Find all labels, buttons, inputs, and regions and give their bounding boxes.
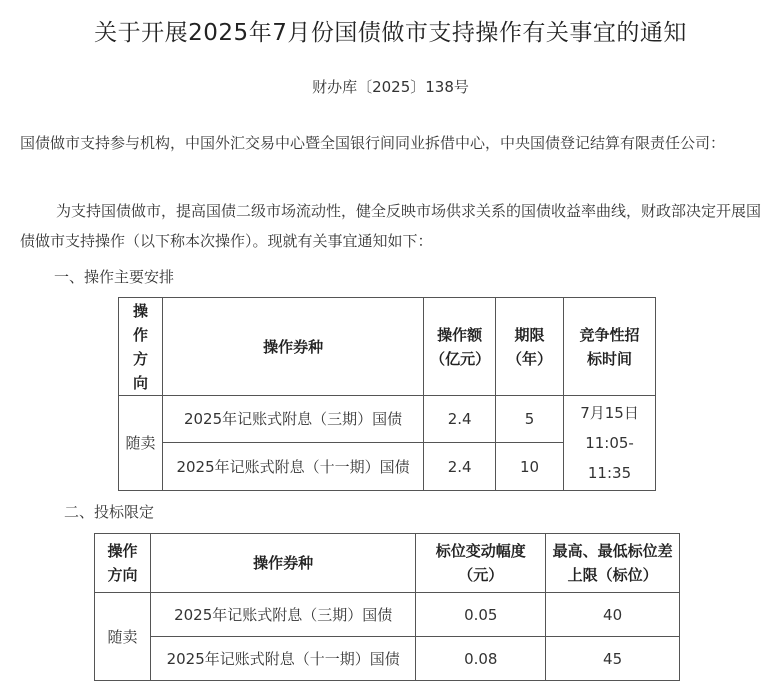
header-direction: 操作方向 <box>119 298 163 396</box>
bid-limit-table <box>94 533 680 681</box>
header-amount: 操作额（亿元） <box>424 298 496 396</box>
cell-range: 0.08 <box>416 637 546 681</box>
cell-bond: 2025年记账式附息（三期）国债 <box>150 593 415 637</box>
table-row <box>95 593 680 637</box>
section2-heading: 二、投标限定 <box>64 503 155 521</box>
cell-term: 5 <box>496 396 564 443</box>
cell-amount: 2.4 <box>424 443 496 491</box>
header-bond: 操作券种 <box>162 298 423 396</box>
cell-time: 7月15日 11:05-11:35 <box>564 396 656 491</box>
table-row <box>95 637 680 681</box>
header-range: 标位变动幅度（元） <box>416 534 546 593</box>
document-number: 财办库〔2025〕138号 <box>312 78 469 96</box>
cell-range: 0.05 <box>416 593 546 637</box>
cell-direction: 随卖 <box>119 396 163 491</box>
header-direction: 操作方向 <box>95 534 151 593</box>
table-header-row <box>119 298 656 396</box>
cell-limit: 45 <box>546 637 680 681</box>
header-bond: 操作券种 <box>150 534 415 593</box>
section1-heading: 一、操作主要安排 <box>54 268 175 286</box>
cell-bond: 2025年记账式附息（十一期）国债 <box>150 637 415 681</box>
cell-limit: 40 <box>546 593 680 637</box>
cell-amount: 2.4 <box>424 396 496 443</box>
cell-bond: 2025年记账式附息（三期）国债 <box>162 396 423 443</box>
header-limit: 最高、最低标位差上限（标位） <box>546 534 680 593</box>
header-time: 竞争性招标时间 <box>564 298 656 396</box>
document-title: 关于开展2025年7月份国债做市支持操作有关事宜的通知 <box>94 20 687 46</box>
cell-bond: 2025年记账式附息（十一期）国债 <box>162 443 423 491</box>
header-term: 期限（年） <box>496 298 564 396</box>
table-header-row <box>95 534 680 593</box>
table-row <box>119 396 656 443</box>
addressee-paragraph: 国债做市支持参与机构，中国外汇交易中心暨全国银行间同业拆借中心，中央国债登记结算有限责任公司： <box>20 134 726 152</box>
cell-direction: 随卖 <box>95 593 151 681</box>
intro-paragraph: 为支持国债做市，提高国债二级市场流动性，健全反映市场供求关系的国债收益率曲线，财政部决定开展国债做市支持操作（以下称本次操作）。现就有关事宜通知如下： <box>20 202 762 250</box>
cell-term: 10 <box>496 443 564 491</box>
operation-arrangement-table <box>118 297 656 491</box>
